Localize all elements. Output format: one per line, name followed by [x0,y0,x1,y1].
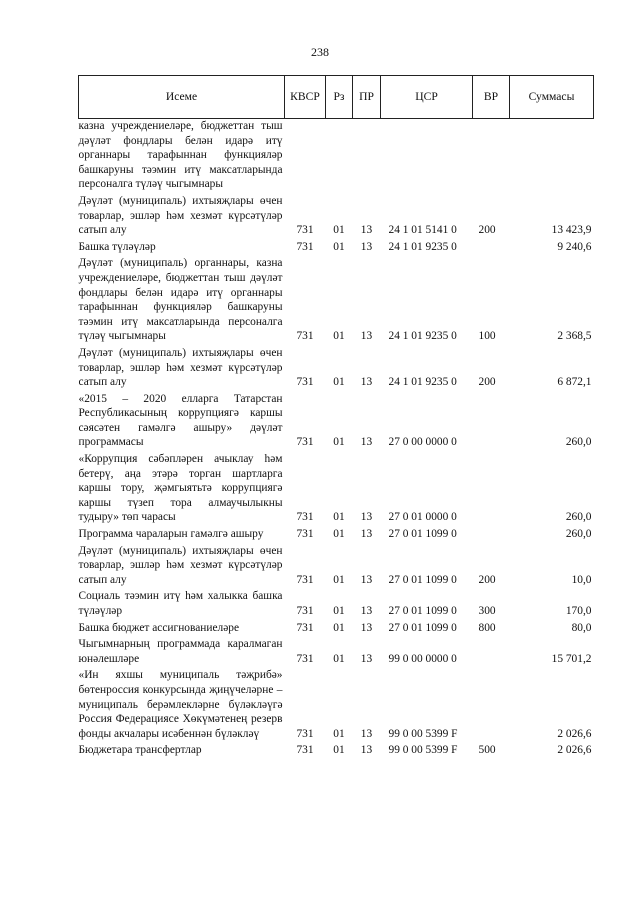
table-row [79,619,594,636]
cell-sum: 80,0 [571,621,592,634]
table-row [79,192,594,238]
cell-pr: 13 [360,573,373,586]
cell-pr: 13 [360,240,373,253]
table-row [79,390,594,450]
cell-sum [510,119,594,192]
table-row [79,741,594,758]
table-row [79,587,594,618]
cell-sum: 10,0 [571,573,592,586]
table-row [79,254,594,344]
table-header-row [79,76,594,119]
cell-pr: 13 [360,744,373,757]
cell-csr: 99 0 00 0000 0 [388,652,457,665]
cell-sum: 260,0 [565,528,592,541]
cell-sum: 260,0 [565,511,592,524]
cell-csr: 24 1 01 9235 0 [388,240,457,253]
cell-name: Башка бюджет ассигнованиеләре [78,621,240,634]
cell-rz: 01 [333,376,345,389]
table-body [79,119,594,758]
cell-vr [473,525,510,542]
cell-rz: 01 [333,240,345,253]
cell-rz: 01 [333,727,345,740]
cell-name: Социаль тәэмин итү һәм халыкка башка түләүләр [78,590,283,617]
cell-rz: 01 [333,744,345,757]
cell-rz: 01 [333,621,345,634]
cell-csr: 27 0 01 1099 0 [388,528,457,541]
cell-kvsr: 731 [296,528,314,541]
cell-name: Башка түләүләр [78,240,156,253]
table-row [79,635,594,666]
cell-kvsr: 731 [296,744,314,757]
cell-name: «2015 – 2020 елларга Татарстан Республикасының коррупциягә каршы сәясәтен гамәлгә ашыру» дәүләт программасы [78,392,283,449]
cell-name: «Коррупция сәбәпләрен ачыклау һәм бетерү, аңа этәрә торган шартларга каршы тору, җәмгыятьтә коррупциягә каршы түзеп тора алмаучылыкны тудыру» төп чарасы [78,453,283,524]
cell-csr: 99 0 00 5399 F [388,744,458,757]
cell-csr: 99 0 00 5399 F [388,727,458,740]
cell-sum: 6 872,1 [557,376,592,389]
header-vr: ВР [473,76,510,119]
cell-kvsr: 731 [296,240,314,253]
cell-name: Дәүләт (муниципаль) ихтыяҗлары өчен товарлар, эшләр һәм хезмәт күрсәтүләр сатып алу [78,544,283,586]
table-row [79,666,594,741]
header-pr: ПР [353,76,381,119]
cell-kvsr: 731 [296,727,314,740]
cell-rz [326,119,353,192]
cell-vr: 500 [478,744,496,757]
cell-name: «Ин яхшы муниципаль тәҗрибә» бөтенроссия конкурсында җиңүчеләрне – муниципаль берәмлекләрне бүләкләүгә Россия Федерациясе Хөкүмәтенең резерв фонды акчалары исәбеннән бүләкләү [78,669,283,740]
header-csr: ЦСР [381,76,473,119]
header-sum: Суммасы [510,76,594,119]
cell-rz: 01 [333,511,345,524]
cell-rz: 01 [333,652,345,665]
cell-kvsr: 731 [296,511,314,524]
cell-csr: 24 1 01 9235 0 [388,330,457,343]
cell-name: Чыгымнарның программада каралмаган юнәлешләре [78,638,283,665]
cell-kvsr: 731 [296,224,314,237]
cell-vr: 800 [478,621,496,634]
cell-pr: 13 [360,621,373,634]
budget-table [78,75,594,758]
cell-csr: 27 0 00 0000 0 [388,436,457,449]
cell-kvsr: 731 [296,605,314,617]
cell-rz: 01 [333,224,345,237]
cell-pr: 13 [360,436,373,449]
cell-sum: 260,0 [565,436,592,449]
cell-kvsr: 731 [296,621,314,634]
cell-vr [473,635,510,666]
cell-vr [473,238,510,255]
cell-kvsr: 731 [296,330,314,343]
cell-sum: 2 026,6 [557,744,592,757]
table-row [79,344,594,390]
cell-pr [353,119,381,192]
cell-sum: 2 026,6 [557,727,592,740]
cell-vr: 200 [478,376,496,389]
cell-pr: 13 [360,727,373,740]
cell-kvsr: 731 [296,376,314,389]
table-row [79,119,594,192]
table-row [79,238,594,255]
cell-pr: 13 [360,605,373,617]
cell-pr: 13 [360,376,373,389]
cell-sum: 170,0 [565,605,592,617]
header-rz: Рз [326,76,353,119]
table-row [79,525,594,542]
cell-sum: 13 423,9 [551,224,592,237]
cell-rz: 01 [333,330,345,343]
cell-kvsr [285,119,326,192]
cell-name: Программа чараларын гамәлгә ашыру [78,528,264,541]
cell-vr [473,119,510,192]
cell-sum: 9 240,6 [557,240,592,253]
cell-vr [473,390,510,450]
cell-name: Бюджетара трансфертлар [78,744,202,757]
cell-csr: 27 0 01 1099 0 [388,621,457,634]
cell-csr: 24 1 01 9235 0 [388,376,457,389]
header-name: Исеме [79,76,285,119]
cell-kvsr: 731 [296,652,314,665]
cell-pr: 13 [360,652,373,665]
cell-sum: 2 368,5 [557,330,592,343]
cell-csr [381,119,473,192]
cell-vr: 200 [478,573,496,586]
cell-pr: 13 [360,330,373,343]
cell-rz: 01 [333,605,345,617]
cell-pr: 13 [360,224,373,237]
cell-csr: 24 1 01 5141 0 [388,224,457,237]
cell-name: Дәүләт (муниципаль) органнары, казна учреждениеләре, бюджеттан тыш дәүләт фондлары белән идарә итү органнары тарафыннан функцияләр башкаруны тәэмин итү максатларында персоналга түләү чыгымнары [78,257,283,343]
cell-csr: 27 0 01 1099 0 [388,605,457,617]
cell-name: казна учреждениеләре, бюджеттан тыш дәүләт фондлары белән идарә итү органнары тарафыннан функцияләр башкаруны тәэмин итү максатларында персоналга түләү чыгымнары [78,120,283,191]
cell-sum: 15 701,2 [551,652,592,665]
cell-vr: 300 [478,605,496,617]
table-row [79,450,594,525]
cell-name: Дәүләт (муниципаль) ихтыяҗлары өчен товарлар, эшләр һәм хезмәт күрсәтүләр сатып алу [78,194,283,237]
cell-kvsr: 731 [296,436,314,449]
cell-rz: 01 [333,436,345,449]
cell-pr: 13 [360,528,373,541]
cell-vr: 100 [478,330,496,343]
cell-rz: 01 [333,528,345,541]
cell-rz: 01 [333,573,345,586]
cell-vr [473,666,510,741]
header-kvsr: КВСР [285,76,326,119]
cell-vr: 200 [478,224,496,237]
cell-csr: 27 0 01 0000 0 [388,511,457,524]
table-row [79,542,594,588]
cell-name: Дәүләт (муниципаль) ихтыяҗлары өчен товарлар, эшләр һәм хезмәт күрсәтүләр сатып алу [78,346,283,389]
cell-pr: 13 [360,511,373,524]
cell-vr [473,450,510,525]
cell-csr: 27 0 01 1099 0 [388,573,457,586]
cell-kvsr: 731 [296,573,314,586]
page-number: 238 [311,45,329,59]
